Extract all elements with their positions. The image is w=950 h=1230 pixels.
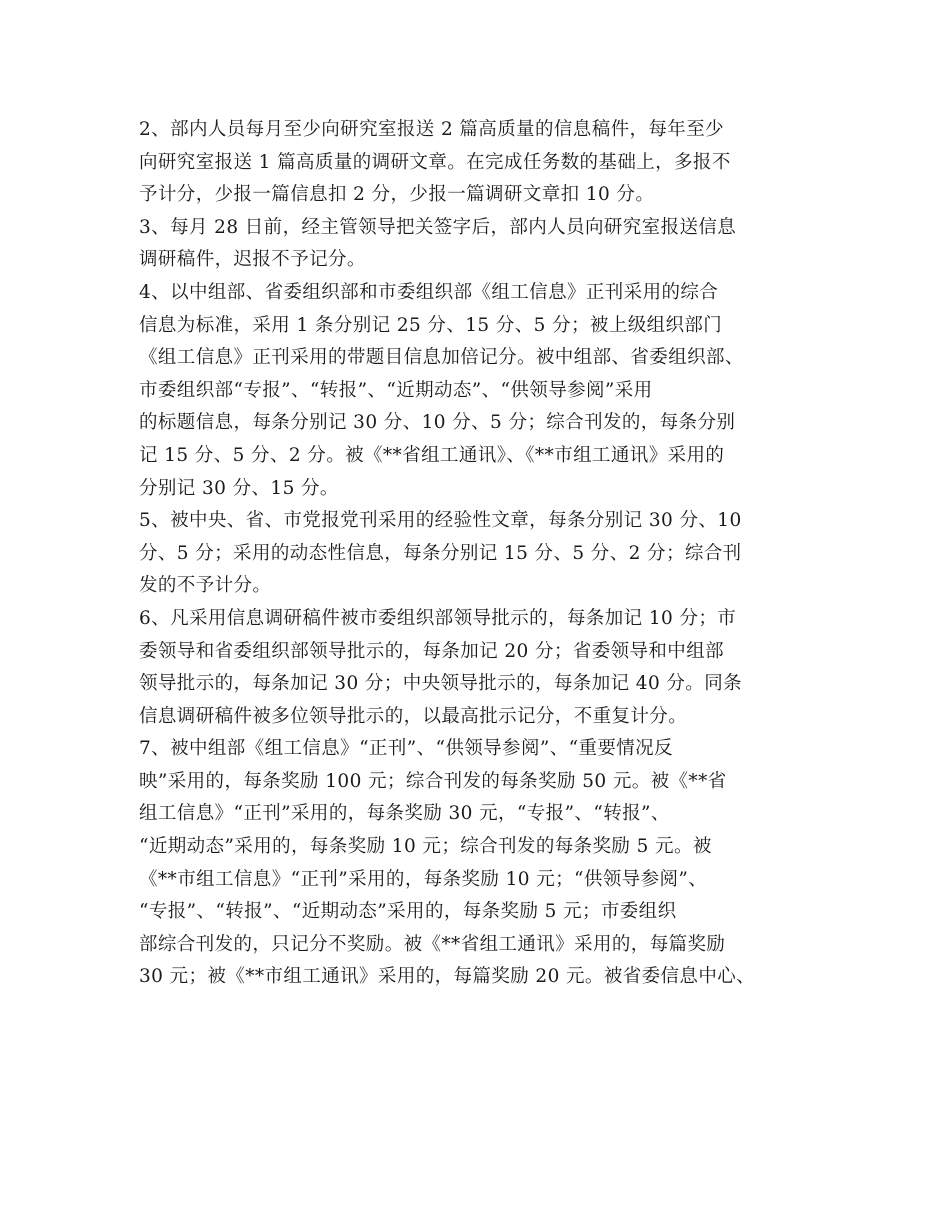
text-line: 6、凡采用信息调研稿件被市委组织部领导批示的，每条加记 10 分；市	[139, 607, 737, 629]
text-line: 《组工信息》正刊采用的带题目信息加倍记分。被中组部、省委组织部、	[139, 347, 744, 369]
text-line: 信息调研稿件被多位领导批示的，以最高批示记分，不重复计分。	[139, 705, 688, 727]
text-line: 调研稿件，迟报不予记分。	[139, 249, 366, 271]
text-line: 《**市组工信息》“正刊”采用的，每条奖励 10 元；“供领导参阅”、	[139, 868, 708, 890]
text-line: 组工信息》“正刊”采用的，每条奖励 30 元，“专报”、“转报”、	[139, 803, 670, 825]
text-line: 记 15 分、5 分、2 分。被《**省组工通讯》、《**市组工通讯》采用的	[139, 444, 725, 466]
text-line: 4、以中组部、省委组织部和市委组织部《组工信息》正刊采用的综合	[139, 281, 719, 303]
text-line: 发的不予计分。	[139, 575, 272, 597]
text-line: 3、每月 28 日前，经主管领导把关签字后，部内人员向研究室报送信息	[139, 216, 737, 238]
text-line: 7、被中组部《组工信息》“正刊”、“供领导参阅”、“重要情况反	[139, 738, 673, 760]
text-line: 部综合刊发的，只记分不奖励。被《**省组工通讯》采用的，每篇奖励	[139, 933, 726, 955]
text-line: 映”采用的，每条奖励 100 元；综合刊发的每条奖励 50 元。被《**省	[139, 770, 727, 792]
text-line: 5、被中央、省、市党报党刊采用的经验性文章，每条分别记 30 分、10	[139, 510, 742, 532]
text-line: 向研究室报送 1 篇高质量的调研文章。在完成任务数的基础上，多报不	[139, 151, 731, 173]
text-line: 予计分，少报一篇信息扣 2 分，少报一篇调研文章扣 10 分。	[139, 184, 655, 206]
text-line: 市委组织部“专报”、“转报”、“近期动态”、“供领导参阅”采用	[139, 379, 653, 401]
text-line: 信息为标准，采用 1 条分别记 25 分、15 分、5 分；被上级组织部门	[139, 314, 723, 336]
text-line: 分、5 分；采用的动态性信息，每条分别记 15 分、5 分、2 分；综合刊	[139, 542, 742, 564]
text-line: 2、部内人员每月至少向研究室报送 2 篇高质量的信息稿件，每年至少	[139, 119, 725, 140]
text-line: 领导批示的，每条加记 30 分；中央领导批示的，每条加记 40 分。同条	[139, 673, 743, 695]
text-line: 委领导和省委组织部领导批示的，每条加记 20 分；省委领导和中组部	[139, 640, 725, 662]
text-line: 分别记 30 分、15 分。	[139, 477, 339, 499]
text-line: 30 元；被《**市组工通讯》采用的，每篇奖励 20 元。被省委信息中心、	[139, 966, 756, 988]
text-line: “专报”、“转报”、“近期动态”采用的，每条奖励 5 元；市委组织	[139, 901, 677, 923]
text-line: “近期动态”采用的，每条奖励 10 元；综合刊发的每条奖励 5 元。被	[139, 836, 712, 858]
text-line: 的标题信息，每条分别记 30 分、10 分、5 分；综合刊发的，每条分别	[139, 412, 736, 434]
document-body	[139, 114, 819, 994]
